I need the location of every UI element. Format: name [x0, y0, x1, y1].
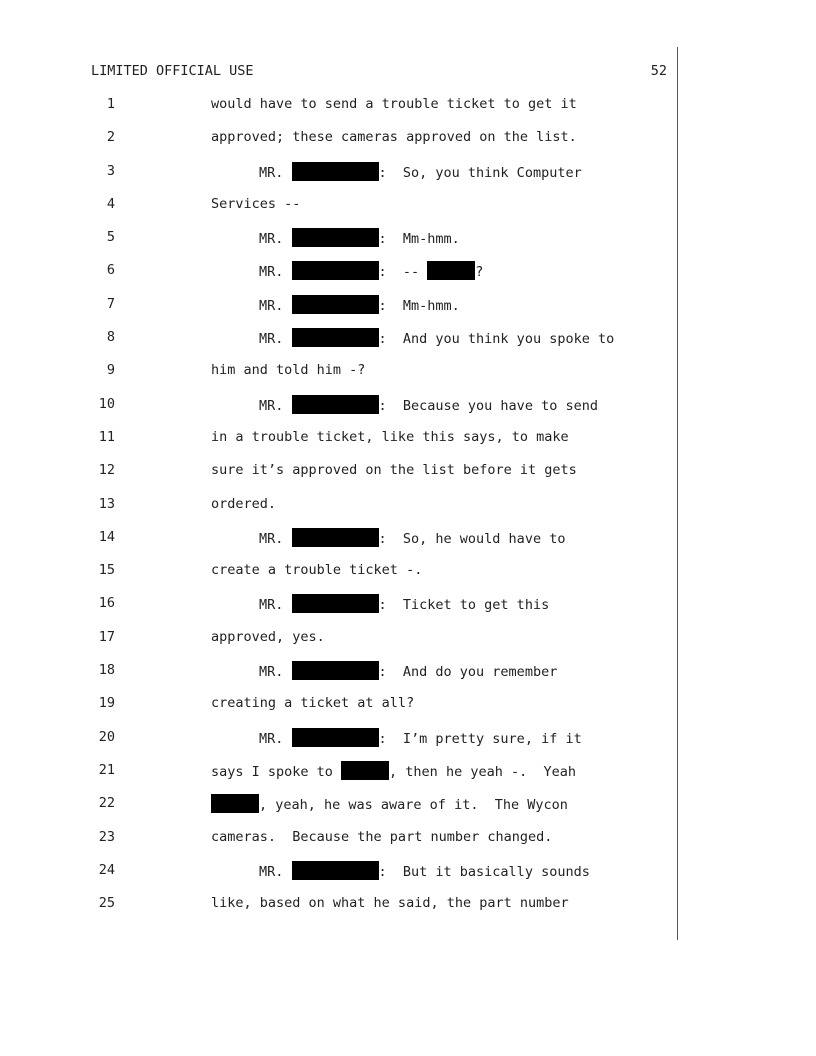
- transcript-line: [0, 894, 700, 927]
- speaker-line: MR. : Ticket to get this: [259, 594, 549, 614]
- redaction-block: [292, 395, 379, 414]
- redaction-block: [427, 261, 475, 280]
- transcript-line: [0, 794, 700, 827]
- transcript-line: [0, 861, 700, 894]
- transcript-line: [0, 395, 700, 428]
- redaction-block: [292, 261, 379, 280]
- line-number: 21: [98, 761, 115, 778]
- redaction-block: [292, 295, 379, 314]
- transcript-line: [0, 495, 700, 528]
- line-number: 1: [106, 96, 115, 112]
- redaction-block: [292, 228, 379, 247]
- speaker-line: MR. : I’m pretty sure, if it: [259, 728, 582, 748]
- line-text: would have to send a trouble ticket to get it: [211, 96, 577, 112]
- speaker-line: MR. : So, he would have to: [259, 528, 565, 548]
- transcript-line: [0, 128, 700, 161]
- transcript-line: [0, 195, 700, 228]
- line-number: 16: [98, 595, 115, 612]
- redaction-block: [211, 794, 259, 813]
- transcript-line: [0, 428, 700, 461]
- line-text: , yeah, he was aware of it. The Wycon: [211, 794, 568, 814]
- transcript-line: [0, 661, 700, 694]
- line-number: 18: [98, 662, 115, 679]
- transcript-line: [0, 694, 700, 727]
- line-number: 17: [98, 628, 115, 645]
- transcript-line: [0, 461, 700, 494]
- speaker-line: MR. : But it basically sounds: [259, 861, 590, 881]
- line-number: 9: [106, 362, 115, 379]
- redaction-block: [292, 528, 379, 547]
- transcript-line: [0, 295, 700, 328]
- transcript-line: [0, 328, 700, 361]
- line-text: him and told him -?: [211, 362, 366, 379]
- line-text: approved; these cameras approved on the list.: [211, 129, 577, 146]
- line-number: 25: [98, 895, 115, 912]
- line-number: 10: [98, 395, 115, 412]
- page-number: 52: [650, 63, 667, 79]
- line-number: 7: [106, 295, 115, 312]
- transcript-line: [0, 561, 700, 594]
- line-number: 6: [106, 262, 115, 279]
- line-number: 5: [106, 229, 115, 246]
- line-text: approved, yes.: [211, 628, 325, 645]
- line-text: creating a ticket at all?: [211, 695, 415, 712]
- line-number: 11: [98, 428, 115, 445]
- speaker-line: MR. : Because you have to send: [259, 395, 598, 415]
- transcript-line: [0, 761, 700, 794]
- line-number: 14: [98, 528, 115, 545]
- transcript-line: [0, 528, 700, 561]
- transcript-line: [0, 728, 700, 761]
- line-text: like, based on what he said, the part number: [211, 895, 569, 912]
- line-number: 4: [106, 195, 115, 212]
- transcript-line: [0, 95, 700, 128]
- redaction-block: [341, 761, 389, 780]
- transcript-line: [0, 228, 700, 261]
- transcript-line: [0, 594, 700, 627]
- line-number: 22: [98, 795, 115, 812]
- redaction-block: [292, 162, 379, 181]
- transcript-line: [0, 261, 700, 294]
- line-number: 8: [106, 329, 115, 346]
- line-text: cameras. Because the part number changed.: [211, 828, 553, 845]
- line-text: in a trouble ticket, like this says, to make: [211, 428, 569, 445]
- line-number: 12: [98, 462, 115, 479]
- line-text: create a trouble ticket -.: [211, 562, 423, 579]
- line-number: 2: [106, 129, 115, 146]
- line-number: 23: [98, 828, 115, 845]
- classification-header: LIMITED OFFICIAL USE: [91, 63, 254, 79]
- redaction-block: [292, 661, 379, 680]
- line-number: 20: [98, 728, 115, 745]
- line-number: 24: [98, 861, 115, 878]
- speaker-line: MR. : So, you think Computer: [259, 162, 582, 182]
- speaker-line: MR. : Mm-hmm.: [259, 295, 460, 315]
- line-text: says I spoke to , then he yeah -. Yeah: [211, 761, 576, 781]
- speaker-line: MR. : And do you remember: [259, 661, 557, 681]
- transcript-line: [0, 828, 700, 861]
- transcript-line: [0, 162, 700, 195]
- transcript-line: [0, 628, 700, 661]
- line-number: 15: [98, 562, 115, 579]
- transcript-line: [0, 361, 700, 394]
- line-number: 19: [98, 695, 115, 712]
- redaction-block: [292, 594, 379, 613]
- transcript-body: [0, 95, 700, 927]
- speaker-line: MR. : Mm-hmm.: [259, 228, 460, 248]
- redaction-block: [292, 728, 379, 747]
- speaker-line: MR. : And you think you spoke to: [259, 328, 614, 348]
- speaker-line: MR. : -- ?: [259, 261, 483, 281]
- line-text: ordered.: [211, 495, 277, 512]
- line-text: sure it’s approved on the list before it gets: [211, 462, 577, 479]
- line-number: 3: [106, 162, 115, 179]
- redaction-block: [292, 861, 379, 880]
- line-text: Services --: [211, 195, 301, 212]
- redaction-block: [292, 328, 379, 347]
- line-number: 13: [98, 495, 115, 512]
